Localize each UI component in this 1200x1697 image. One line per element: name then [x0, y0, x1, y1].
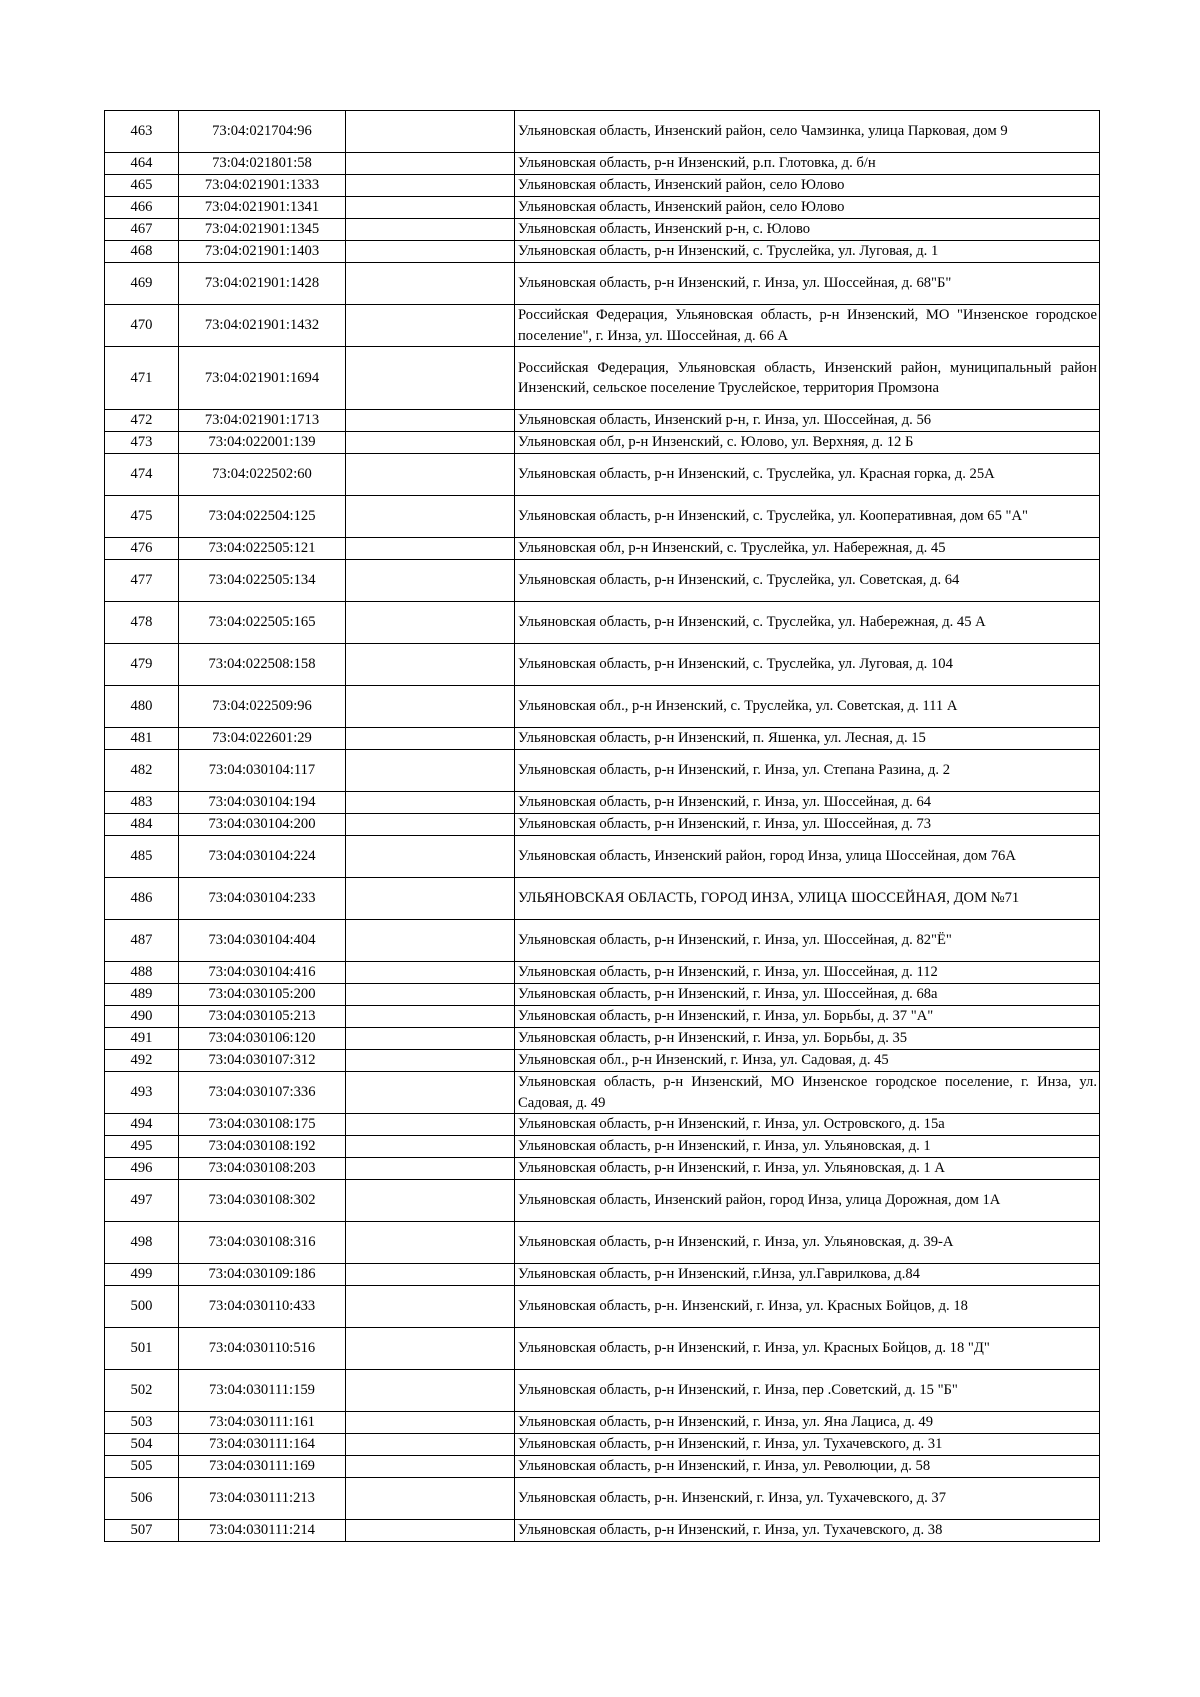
row-number-cell: 496	[105, 1158, 179, 1180]
table-row	[105, 1328, 1100, 1370]
property-table	[104, 110, 1100, 1542]
empty-cell	[346, 1222, 515, 1264]
empty-cell	[346, 1520, 515, 1542]
row-number-cell: 484	[105, 814, 179, 836]
table-body	[105, 111, 1100, 1542]
address-cell: Ульяновская область, Инзенский район, город Инза, улица Шоссейная, дом 76А	[515, 836, 1100, 878]
cadastral-number-cell: 73:04:030105:213	[179, 1006, 346, 1028]
empty-cell	[346, 432, 515, 454]
empty-cell	[346, 1412, 515, 1434]
empty-cell	[346, 1158, 515, 1180]
row-number-cell: 502	[105, 1370, 179, 1412]
row-number-cell: 479	[105, 644, 179, 686]
row-number-cell: 469	[105, 263, 179, 305]
table-row	[105, 263, 1100, 305]
table-row	[105, 1264, 1100, 1286]
empty-cell	[346, 1370, 515, 1412]
cadastral-number-cell: 73:04:030111:161	[179, 1412, 346, 1434]
table-row	[105, 305, 1100, 347]
empty-cell	[346, 602, 515, 644]
empty-cell	[346, 219, 515, 241]
table-row	[105, 814, 1100, 836]
table-row	[105, 496, 1100, 538]
address-cell: Ульяновская область, р-н Инзенский, г. Инза, ул. Ульяновская, д. 39-А	[515, 1222, 1100, 1264]
table-row	[105, 1050, 1100, 1072]
row-number-cell: 503	[105, 1412, 179, 1434]
empty-cell	[346, 1456, 515, 1478]
address-cell: Ульяновская область, р-н Инзенский, с. Труслейка, ул. Набережная, д. 45 А	[515, 602, 1100, 644]
empty-cell	[346, 560, 515, 602]
cadastral-number-cell: 73:04:021901:1713	[179, 410, 346, 432]
address-cell: Ульяновская область, р-н Инзенский, с. Труслейка, ул. Кооперативная, дом 65 "А"	[515, 496, 1100, 538]
cadastral-number-cell: 73:04:022502:60	[179, 454, 346, 496]
empty-cell	[346, 728, 515, 750]
empty-cell	[346, 686, 515, 728]
row-number-cell: 485	[105, 836, 179, 878]
row-number-cell: 498	[105, 1222, 179, 1264]
cadastral-number-cell: 73:04:030104:224	[179, 836, 346, 878]
cadastral-number-cell: 73:04:021801:58	[179, 153, 346, 175]
address-cell: Ульяновская область, Инзенский р-н, г. Инза, ул. Шоссейная, д. 56	[515, 410, 1100, 432]
row-number-cell: 470	[105, 305, 179, 347]
empty-cell	[346, 1286, 515, 1328]
address-cell: Ульяновская область, р-н Инзенский, г. Инза, ул. Шоссейная, д. 64	[515, 792, 1100, 814]
table-row	[105, 153, 1100, 175]
empty-cell	[346, 175, 515, 197]
address-cell: Ульяновская область, р-н Инзенский, г. Инза, ул. Островского, д. 15а	[515, 1114, 1100, 1136]
table-row	[105, 1520, 1100, 1542]
cadastral-number-cell: 73:04:030108:175	[179, 1114, 346, 1136]
cadastral-number-cell: 73:04:030108:302	[179, 1180, 346, 1222]
table-row	[105, 1136, 1100, 1158]
address-cell: Ульяновская область, р-н Инзенский, г. Инза, ул. Степана Разина, д. 2	[515, 750, 1100, 792]
empty-cell	[346, 454, 515, 496]
address-cell: Ульяновская область, р-н Инзенский, р.п. Глотовка, д. б/н	[515, 153, 1100, 175]
row-number-cell: 495	[105, 1136, 179, 1158]
cadastral-number-cell: 73:04:030104:416	[179, 962, 346, 984]
empty-cell	[346, 153, 515, 175]
cadastral-number-cell: 73:04:030106:120	[179, 1028, 346, 1050]
cadastral-number-cell: 73:04:022504:125	[179, 496, 346, 538]
table-row	[105, 197, 1100, 219]
empty-cell	[346, 962, 515, 984]
table-row	[105, 962, 1100, 984]
empty-cell	[346, 1180, 515, 1222]
empty-cell	[346, 347, 515, 410]
table-row	[105, 792, 1100, 814]
row-number-cell: 466	[105, 197, 179, 219]
row-number-cell: 464	[105, 153, 179, 175]
cadastral-number-cell: 73:04:030105:200	[179, 984, 346, 1006]
table-row	[105, 984, 1100, 1006]
address-cell: Ульяновская область, Инзенский район, город Инза, улица Дорожная, дом 1А	[515, 1180, 1100, 1222]
table-row	[105, 1412, 1100, 1434]
row-number-cell: 500	[105, 1286, 179, 1328]
address-cell: Ульяновская область, р-н Инзенский, г. Инза, ул. Яна Лациса, д. 49	[515, 1412, 1100, 1434]
empty-cell	[346, 197, 515, 219]
cadastral-number-cell: 73:04:021901:1428	[179, 263, 346, 305]
table-row	[105, 219, 1100, 241]
empty-cell	[346, 111, 515, 153]
address-cell: Ульяновская область, р-н Инзенский, г.Инза, ул.Гаврилкова, д.84	[515, 1264, 1100, 1286]
cadastral-number-cell: 73:04:030111:169	[179, 1456, 346, 1478]
table-row	[105, 1222, 1100, 1264]
row-number-cell: 482	[105, 750, 179, 792]
empty-cell	[346, 1006, 515, 1028]
address-cell: Ульяновская область, р-н Инзенский, г. Инза, ул. Ульяновская, д. 1 А	[515, 1158, 1100, 1180]
table-row	[105, 111, 1100, 153]
table-row	[105, 1072, 1100, 1114]
cadastral-number-cell: 73:04:030109:186	[179, 1264, 346, 1286]
row-number-cell: 493	[105, 1072, 179, 1114]
address-cell: Ульяновская область, р-н Инзенский, г. Инза, пер .Советский, д. 15 "Б"	[515, 1370, 1100, 1412]
table-row	[105, 175, 1100, 197]
table-row	[105, 686, 1100, 728]
row-number-cell: 474	[105, 454, 179, 496]
row-number-cell: 499	[105, 1264, 179, 1286]
table-row	[105, 1114, 1100, 1136]
address-cell: Ульяновская область, Инзенский район, село Чамзинка, улица Парковая, дом 9	[515, 111, 1100, 153]
empty-cell	[346, 1050, 515, 1072]
table-row	[105, 644, 1100, 686]
empty-cell	[346, 410, 515, 432]
table-row	[105, 836, 1100, 878]
cadastral-number-cell: 73:04:030108:316	[179, 1222, 346, 1264]
table-row	[105, 602, 1100, 644]
cadastral-number-cell: 73:04:030104:233	[179, 878, 346, 920]
table-row	[105, 538, 1100, 560]
address-cell: Ульяновская область, р-н Инзенский, г. Инза, ул. Борьбы, д. 37 "А"	[515, 1006, 1100, 1028]
empty-cell	[346, 792, 515, 814]
address-cell: Ульяновская обл, р-н Инзенский, с. Труслейка, ул. Набережная, д. 45	[515, 538, 1100, 560]
table-row	[105, 432, 1100, 454]
table-row	[105, 878, 1100, 920]
table-row	[105, 454, 1100, 496]
table-row	[105, 1006, 1100, 1028]
cadastral-number-cell: 73:04:030104:194	[179, 792, 346, 814]
empty-cell	[346, 305, 515, 347]
row-number-cell: 507	[105, 1520, 179, 1542]
cadastral-number-cell: 73:04:022505:121	[179, 538, 346, 560]
cadastral-number-cell: 73:04:022001:139	[179, 432, 346, 454]
cadastral-number-cell: 73:04:030110:516	[179, 1328, 346, 1370]
table-row	[105, 347, 1100, 410]
row-number-cell: 468	[105, 241, 179, 263]
row-number-cell: 471	[105, 347, 179, 410]
row-number-cell: 477	[105, 560, 179, 602]
empty-cell	[346, 1478, 515, 1520]
empty-cell	[346, 984, 515, 1006]
cadastral-number-cell: 73:04:022508:158	[179, 644, 346, 686]
empty-cell	[346, 1434, 515, 1456]
cadastral-number-cell: 73:04:030111:164	[179, 1434, 346, 1456]
address-cell: Ульяновская область, р-н Инзенский, с. Труслейка, ул. Луговая, д. 1	[515, 241, 1100, 263]
empty-cell	[346, 496, 515, 538]
address-cell: Ульяновская область, р-н. Инзенский, г. Инза, ул. Красных Бойцов, д. 18	[515, 1286, 1100, 1328]
table-row	[105, 920, 1100, 962]
cadastral-number-cell: 73:04:021901:1694	[179, 347, 346, 410]
row-number-cell: 501	[105, 1328, 179, 1370]
cadastral-number-cell: 73:04:030110:433	[179, 1286, 346, 1328]
table-row	[105, 560, 1100, 602]
address-cell: Ульяновская область, р-н Инзенский, г. Инза, ул. Борьбы, д. 35	[515, 1028, 1100, 1050]
row-number-cell: 504	[105, 1434, 179, 1456]
address-cell: Ульяновская область, р-н Инзенский, г. Инза, ул. Красных Бойцов, д. 18 "Д"	[515, 1328, 1100, 1370]
row-number-cell: 497	[105, 1180, 179, 1222]
address-cell: Ульяновская область, р-н Инзенский, п. Яшенка, ул. Лесная, д. 15	[515, 728, 1100, 750]
row-number-cell: 480	[105, 686, 179, 728]
address-cell: Ульяновская область, р-н Инзенский, с. Труслейка, ул. Луговая, д. 104	[515, 644, 1100, 686]
row-number-cell: 483	[105, 792, 179, 814]
table-row	[105, 1158, 1100, 1180]
empty-cell	[346, 241, 515, 263]
cadastral-number-cell: 73:04:022509:96	[179, 686, 346, 728]
empty-cell	[346, 644, 515, 686]
cadastral-number-cell: 73:04:021901:1345	[179, 219, 346, 241]
address-cell: Ульяновская область, р-н Инзенский, МО Инзенское городское поселение, г. Инза, ул. Садовая, д. 49	[515, 1072, 1100, 1114]
address-cell: Ульяновская обл., р-н Инзенский, с. Труслейка, ул. Советская, д. 111 А	[515, 686, 1100, 728]
cadastral-number-cell: 73:04:021901:1432	[179, 305, 346, 347]
address-cell: Ульяновская область, Инзенский район, село Юлово	[515, 175, 1100, 197]
table-row	[105, 1478, 1100, 1520]
table-row	[105, 410, 1100, 432]
row-number-cell: 486	[105, 878, 179, 920]
cadastral-number-cell: 73:04:030111:214	[179, 1520, 346, 1542]
cadastral-number-cell: 73:04:030104:117	[179, 750, 346, 792]
table-row	[105, 1370, 1100, 1412]
cadastral-number-cell: 73:04:030104:404	[179, 920, 346, 962]
table-row	[105, 1180, 1100, 1222]
address-cell: Ульяновская область, р-н Инзенский, г. Инза, ул. Тухачевского, д. 31	[515, 1434, 1100, 1456]
address-cell: Ульяновская обл, р-н Инзенский, с. Юлово, ул. Верхняя, д. 12 Б	[515, 432, 1100, 454]
row-number-cell: 488	[105, 962, 179, 984]
table-row	[105, 1434, 1100, 1456]
row-number-cell: 463	[105, 111, 179, 153]
address-cell: Ульяновская область, р-н Инзенский, г. Инза, ул. Шоссейная, д. 68а	[515, 984, 1100, 1006]
cadastral-number-cell: 73:04:021901:1403	[179, 241, 346, 263]
cadastral-number-cell: 73:04:022505:165	[179, 602, 346, 644]
row-number-cell: 481	[105, 728, 179, 750]
row-number-cell: 465	[105, 175, 179, 197]
table-row	[105, 728, 1100, 750]
row-number-cell: 489	[105, 984, 179, 1006]
cadastral-number-cell: 73:04:022601:29	[179, 728, 346, 750]
empty-cell	[346, 538, 515, 560]
table-row	[105, 1028, 1100, 1050]
row-number-cell: 494	[105, 1114, 179, 1136]
table-row	[105, 750, 1100, 792]
cadastral-number-cell: 73:04:030107:312	[179, 1050, 346, 1072]
empty-cell	[346, 878, 515, 920]
row-number-cell: 475	[105, 496, 179, 538]
cadastral-number-cell: 73:04:022505:134	[179, 560, 346, 602]
row-number-cell: 472	[105, 410, 179, 432]
row-number-cell: 487	[105, 920, 179, 962]
empty-cell	[346, 750, 515, 792]
row-number-cell: 492	[105, 1050, 179, 1072]
empty-cell	[346, 1264, 515, 1286]
address-cell: Ульяновская область, р-н Инзенский, г. Инза, ул. Шоссейная, д. 73	[515, 814, 1100, 836]
address-cell: Ульяновская область, р-н Инзенский, г. Инза, ул. Революции, д. 58	[515, 1456, 1100, 1478]
empty-cell	[346, 1028, 515, 1050]
address-cell: Российская Федерация, Ульяновская область, Инзенский район, муниципальный район Инзенский, сельское поселение Труслейское, территория Промзона	[515, 347, 1100, 410]
row-number-cell: 506	[105, 1478, 179, 1520]
cadastral-number-cell: 73:04:030108:192	[179, 1136, 346, 1158]
row-number-cell: 473	[105, 432, 179, 454]
empty-cell	[346, 814, 515, 836]
empty-cell	[346, 1072, 515, 1114]
cadastral-number-cell: 73:04:021901:1341	[179, 197, 346, 219]
empty-cell	[346, 263, 515, 305]
cadastral-number-cell: 73:04:030108:203	[179, 1158, 346, 1180]
empty-cell	[346, 1114, 515, 1136]
address-cell: УЛЬЯНОВСКАЯ ОБЛАСТЬ, ГОРОД ИНЗА, УЛИЦА ШОССЕЙНАЯ, ДОМ №71	[515, 878, 1100, 920]
address-cell: Ульяновская область, р-н Инзенский, г. Инза, ул. Ульяновская, д. 1	[515, 1136, 1100, 1158]
address-cell: Ульяновская область, Инзенский р-н, с. Юлово	[515, 219, 1100, 241]
row-number-cell: 490	[105, 1006, 179, 1028]
address-cell: Российская Федерация, Ульяновская область, р-н Инзенский, МО "Инзенское городское поселение", г. Инза, ул. Шоссейная, д. 66 А	[515, 305, 1100, 347]
empty-cell	[346, 836, 515, 878]
address-cell: Ульяновская область, р-н Инзенский, с. Труслейка, ул. Красная горка, д. 25А	[515, 454, 1100, 496]
address-cell: Ульяновская область, р-н Инзенский, г. Инза, ул. Шоссейная, д. 68"Б"	[515, 263, 1100, 305]
empty-cell	[346, 1136, 515, 1158]
row-number-cell: 476	[105, 538, 179, 560]
row-number-cell: 505	[105, 1456, 179, 1478]
cadastral-number-cell: 73:04:030111:213	[179, 1478, 346, 1520]
row-number-cell: 467	[105, 219, 179, 241]
cadastral-number-cell: 73:04:030104:200	[179, 814, 346, 836]
row-number-cell: 491	[105, 1028, 179, 1050]
cadastral-number-cell: 73:04:030107:336	[179, 1072, 346, 1114]
address-cell: Ульяновская область, р-н Инзенский, г. Инза, ул. Тухачевского, д. 38	[515, 1520, 1100, 1542]
address-cell: Ульяновская область, р-н Инзенский, г. Инза, ул. Шоссейная, д. 82"Ё"	[515, 920, 1100, 962]
cadastral-number-cell: 73:04:021704:96	[179, 111, 346, 153]
table-row	[105, 1456, 1100, 1478]
table-row	[105, 1286, 1100, 1328]
address-cell: Ульяновская обл., р-н Инзенский, г. Инза, ул. Садовая, д. 45	[515, 1050, 1100, 1072]
table-row	[105, 241, 1100, 263]
cadastral-number-cell: 73:04:030111:159	[179, 1370, 346, 1412]
empty-cell	[346, 1328, 515, 1370]
row-number-cell: 478	[105, 602, 179, 644]
address-cell: Ульяновская область, р-н. Инзенский, г. Инза, ул. Тухачевского, д. 37	[515, 1478, 1100, 1520]
empty-cell	[346, 920, 515, 962]
address-cell: Ульяновская область, Инзенский район, село Юлово	[515, 197, 1100, 219]
address-cell: Ульяновская область, р-н Инзенский, г. Инза, ул. Шоссейная, д. 112	[515, 962, 1100, 984]
cadastral-number-cell: 73:04:021901:1333	[179, 175, 346, 197]
address-cell: Ульяновская область, р-н Инзенский, с. Труслейка, ул. Советская, д. 64	[515, 560, 1100, 602]
